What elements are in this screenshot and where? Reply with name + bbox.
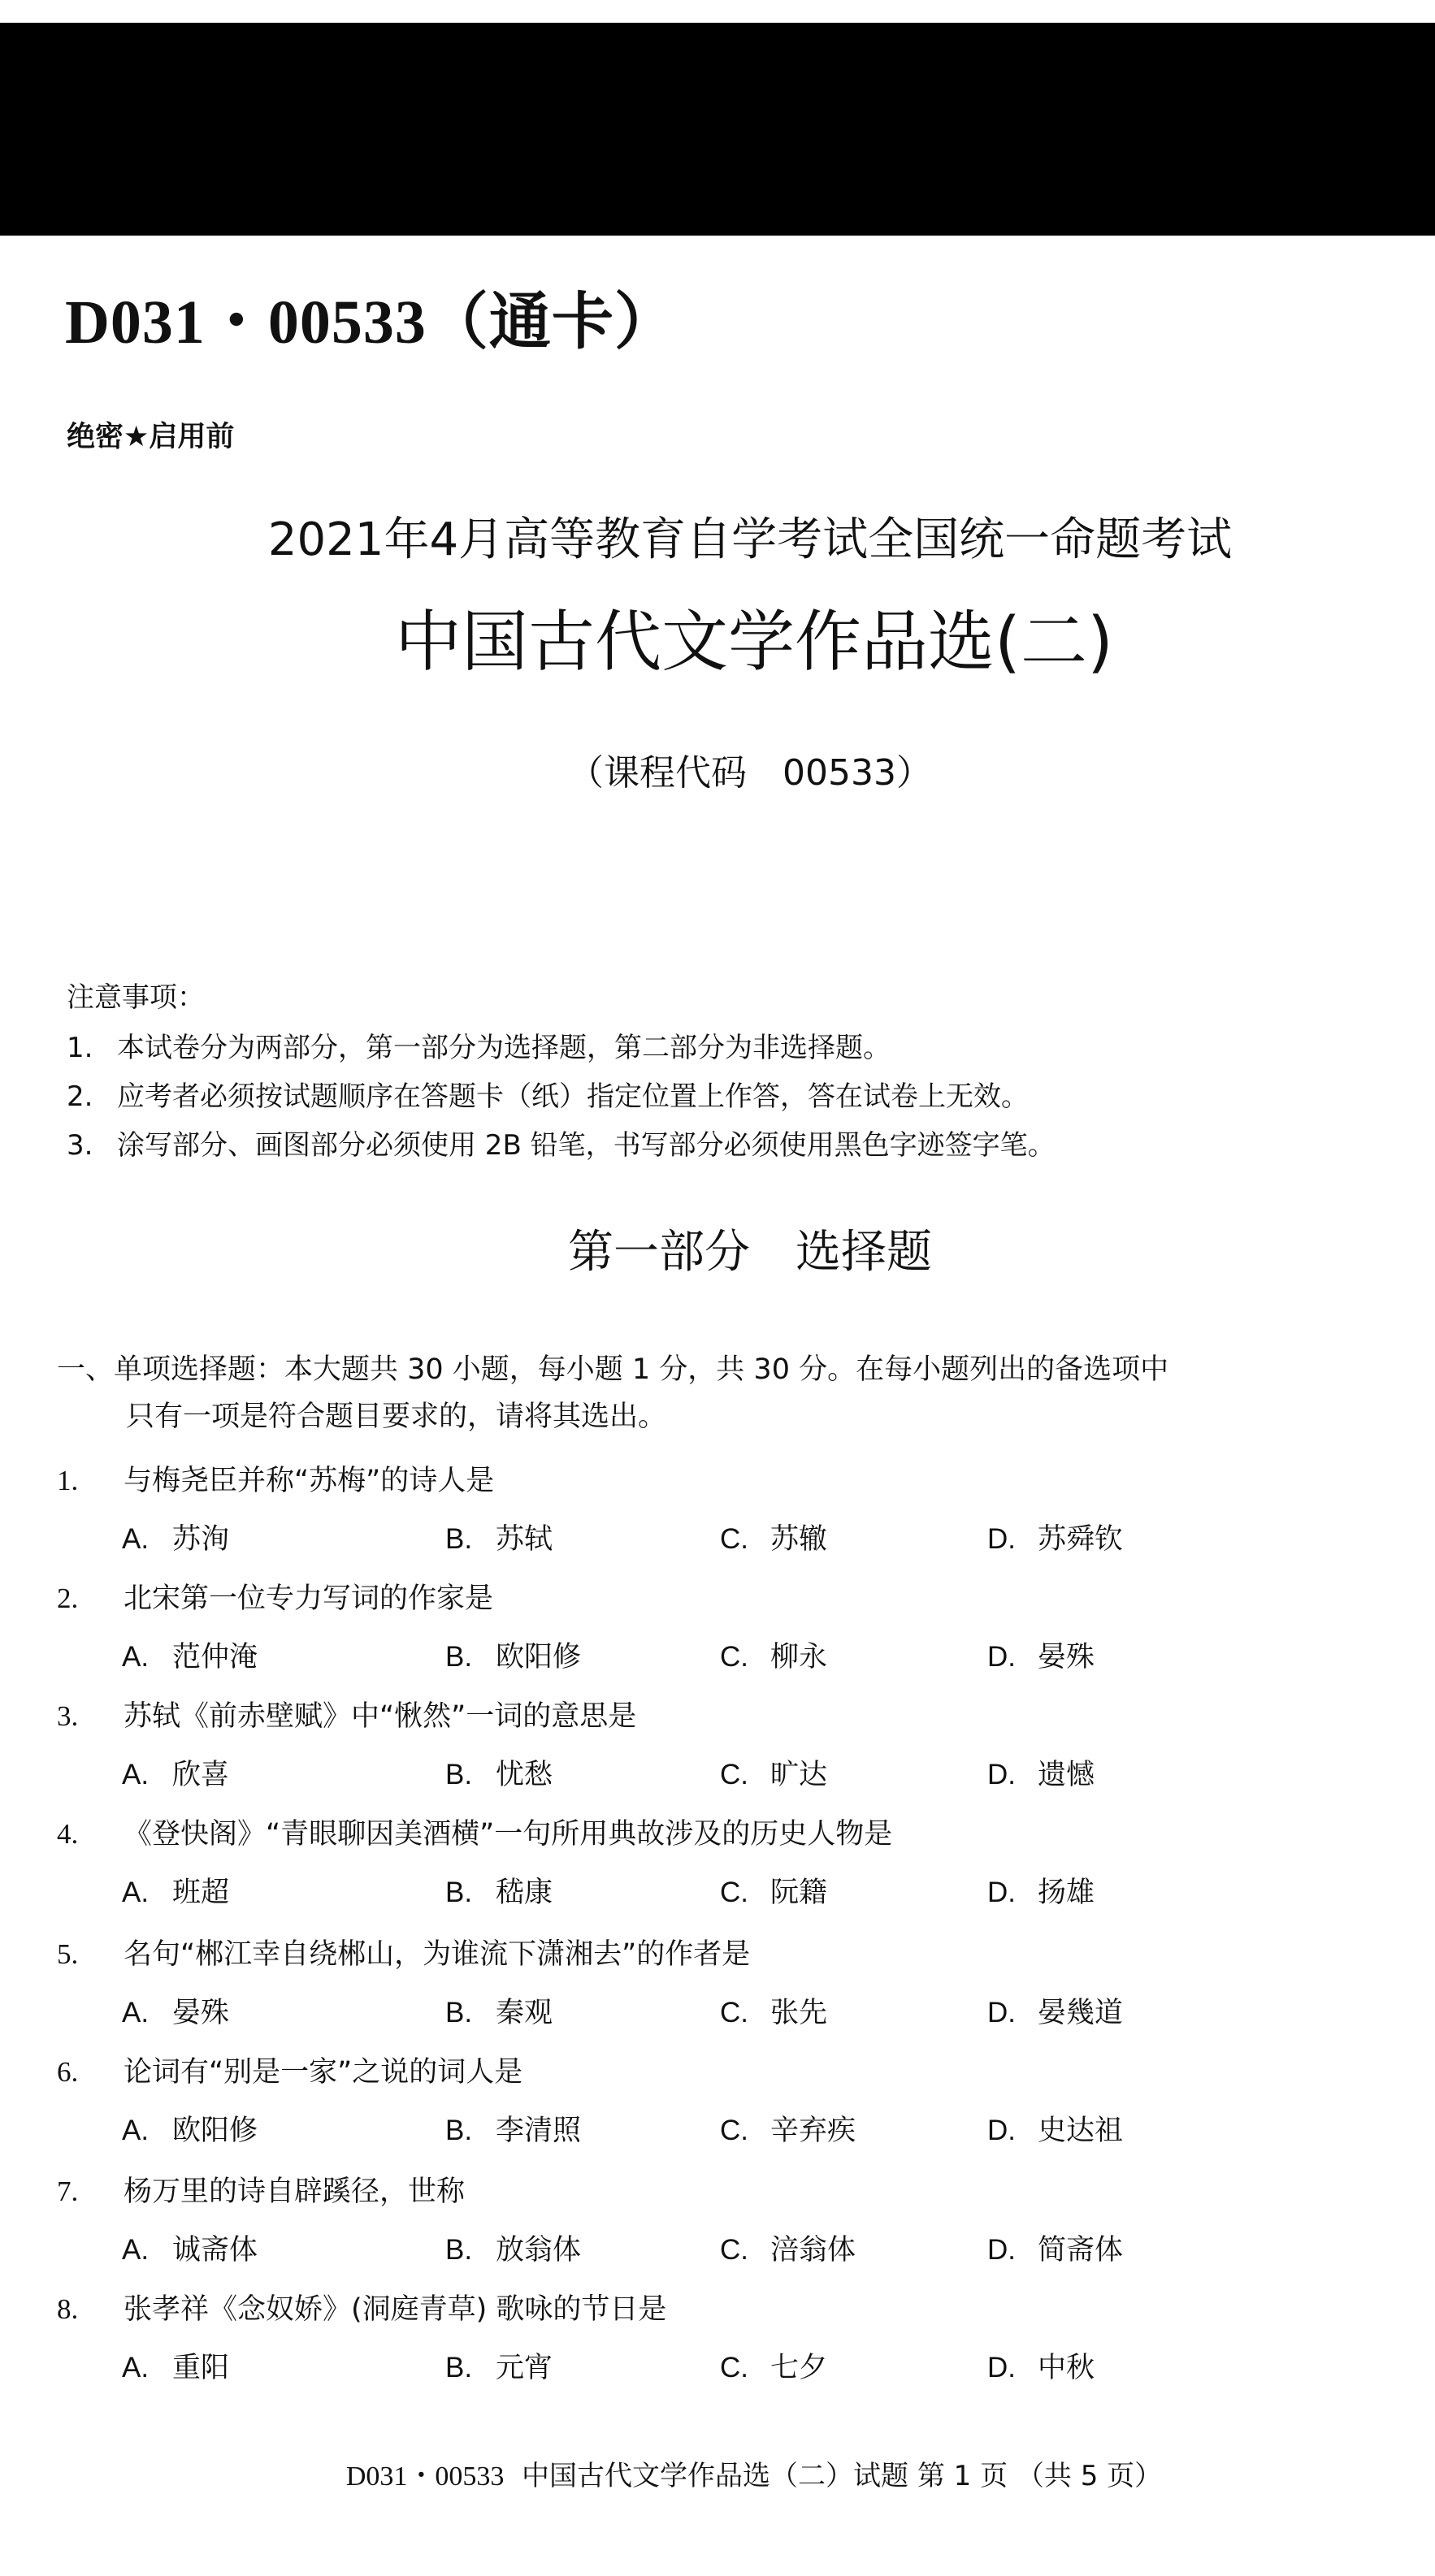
option-text: 欧阳修 [172,2115,258,2147]
answer-option [445,1517,553,1557]
question-number: 2. [57,1582,79,1614]
question-number: 8. [57,2293,79,2325]
option-letter: B. [445,1877,473,1908]
footer-code: D031・00533 [345,2461,505,2492]
option-letter: D. [987,1997,1016,2028]
question-text: 杨万里的诗自辟蹊径，世称 [124,2176,466,2208]
option-letter: A. [122,1641,150,1673]
option-text: 苏洵 [172,1523,230,1556]
section-intro-continued: 只有一项是符合题目要求的，请将其选出。 [126,1401,667,1433]
answer-option [445,1870,553,1911]
option-text: 辛弃疾 [770,2115,856,2147]
answer-option [445,2108,581,2149]
part-heading: 第一部分 选择题 [568,1226,932,1279]
answer-option [720,1990,827,2031]
answer-option [720,1752,827,1793]
option-text: 简斋体 [1038,2234,1124,2266]
option-text: 欣喜 [172,1759,230,1791]
answer-option [122,2227,258,2268]
option-letter: D. [987,2352,1016,2383]
option-letter: A. [122,2352,150,2383]
question-text: 苏轼《前赤壁赋》中“愀然”一词的意思是 [124,1700,637,1733]
option-text: 晏幾道 [1038,1997,1124,2029]
answer-option [122,1634,258,1675]
footer-text: 中国古代文学作品选（二）试题 第 1 页 （共 5 页） [522,2460,1163,2492]
option-letter: B. [445,1997,473,2028]
option-text: 中秋 [1038,2352,1095,2384]
option-text: 班超 [172,1877,230,1909]
secret-label: 绝密★启用前 [67,421,235,453]
option-text: 嵇康 [496,1877,553,1909]
option-letter: A. [122,1997,150,2028]
answer-option [445,1752,553,1793]
option-letter: B. [445,2352,473,2383]
question-stem [57,1694,636,1734]
option-letter: A. [122,2115,150,2146]
answer-option [987,2227,1123,2268]
question-stem [57,1812,892,1852]
option-text: 放翁体 [496,2234,582,2266]
exam-title: 2021年4月高等教育自学考试全国统一命题考试 [267,513,1233,566]
notice-number: 2. [67,1080,93,1113]
question-number: 3. [57,1700,79,1732]
option-text: 史达祖 [1038,2115,1124,2147]
option-text: 扬雄 [1038,1877,1095,1909]
option-letter: B. [445,1523,473,1555]
option-text: 苏轼 [496,1523,553,1556]
course-code: （课程代码 00533） [568,752,932,794]
answer-option [720,2227,856,2268]
option-text: 范仲淹 [172,1641,258,1673]
option-letter: A. [122,1759,150,1790]
option-letter: A. [122,2234,150,2266]
option-letter: B. [445,1641,473,1673]
notice-item [67,1074,1029,1114]
option-text: 欧阳修 [496,1641,582,1673]
subject-title: 中国古代文学作品选(二) [395,604,1113,681]
option-text: 元宵 [496,2352,553,2384]
option-letter: A. [122,1877,150,1908]
question-text: 论词有“别是一家”之说的词人是 [124,2056,523,2089]
question-text: 张孝祥《念奴娇》(洞庭青草) 歌咏的节日是 [124,2293,667,2326]
answer-option [445,1990,553,2031]
answer-option [445,2227,581,2268]
answer-option [987,1634,1095,1675]
option-text: 诚斋体 [172,2234,258,2266]
answer-option [987,1517,1123,1557]
notice-number: 1. [67,1032,93,1064]
notice-heading: 注意事项： [67,981,205,1014]
answer-option [720,1634,827,1675]
question-number: 1. [57,1465,79,1496]
question-number: 5. [57,1938,79,1970]
redaction-bar [0,23,1435,236]
option-text: 苏舜钦 [1038,1523,1124,1556]
answer-option [122,1870,229,1911]
option-letter: D. [987,2115,1016,2146]
option-letter: D. [987,1877,1016,1908]
option-letter: B. [445,2234,473,2266]
question-text: 名句“郴江幸自绕郴山，为谁流下潇湘去”的作者是 [124,1938,751,1971]
option-letter: C. [720,1997,748,2028]
option-letter: C. [720,1759,748,1790]
question-text: 与梅尧臣并称“苏梅”的诗人是 [124,1465,495,1497]
option-letter: C. [720,2352,748,2383]
option-letter: D. [987,1641,1016,1673]
answer-option [987,1990,1123,2031]
option-text: 晏殊 [1038,1641,1095,1673]
question-stem [57,2050,522,2090]
answer-option [122,1517,229,1557]
option-letter: C. [720,1877,748,1908]
option-text: 重阳 [172,2352,230,2384]
option-letter: B. [445,1759,473,1790]
option-letter: C. [720,2234,748,2266]
option-text: 柳永 [770,1641,828,1673]
answer-option [122,2108,258,2149]
option-text: 忧愁 [496,1759,553,1791]
section-intro: 一、单项选择题：本大题共 30 小题，每小题 1 分，共 30 分。在每小题列出的备选项中 [57,1353,1169,1386]
answer-option [987,1870,1095,1911]
option-text: 七夕 [770,2352,828,2384]
answer-option [987,2108,1123,2149]
question-number: 6. [57,2056,79,2088]
option-letter: C. [720,1641,748,1673]
answer-option [720,1517,827,1557]
answer-option [122,1752,229,1793]
question-text: 北宋第一位专力写词的作家是 [124,1582,494,1615]
notice-item [67,1123,1056,1162]
option-text: 张先 [770,1997,828,2029]
question-number: 7. [57,2176,79,2207]
answer-option [122,1990,229,2031]
answer-option [122,2345,229,2386]
notice-text: 涂写部分、画图部分必须使用 2B 铅笔，书写部分必须使用黑色字迹签字笔。 [117,1129,1056,1162]
question-stem [57,1932,750,1972]
option-text: 秦观 [496,1997,553,2029]
question-stem [57,1458,494,1499]
option-text: 苏辙 [770,1523,828,1556]
exam-code: D031・00533（通卡） [65,288,677,357]
notice-item [67,1025,891,1065]
notice-number: 3. [67,1129,93,1162]
answer-option [720,2345,827,2386]
option-text: 旷达 [770,1759,828,1791]
option-text: 晏殊 [172,1997,230,2029]
notice-text: 应考者必须按试题顺序在答题卡（纸）指定位置上作答，答在试卷上无效。 [117,1080,1029,1113]
option-letter: A. [122,1523,150,1555]
option-text: 遗憾 [1038,1759,1095,1791]
answer-option [987,2345,1095,2386]
question-number: 4. [57,1818,79,1850]
answer-option [987,1752,1095,1793]
option-letter: C. [720,1523,748,1555]
option-letter: D. [987,2234,1016,2266]
option-letter: D. [987,1759,1016,1790]
answer-option [445,1634,581,1675]
option-text: 涪翁体 [770,2234,856,2266]
answer-option [720,1870,827,1911]
option-letter: D. [987,1523,1016,1555]
answer-option [445,2345,553,2386]
notice-text: 本试卷分为两部分，第一部分为选择题，第二部分为非选择题。 [117,1032,891,1064]
option-text: 李清照 [496,2115,582,2147]
option-letter: B. [445,2115,473,2146]
option-letter: C. [720,2115,748,2146]
page-footer [0,2453,1435,2493]
question-text: 《登快阁》“青眼聊因美酒横”一句所用典故涉及的历史人物是 [124,1818,893,1851]
question-stem [57,1576,493,1617]
option-text: 阮籍 [770,1877,828,1909]
question-stem [57,2287,666,2327]
question-stem [57,2169,465,2210]
answer-option [720,2108,856,2149]
